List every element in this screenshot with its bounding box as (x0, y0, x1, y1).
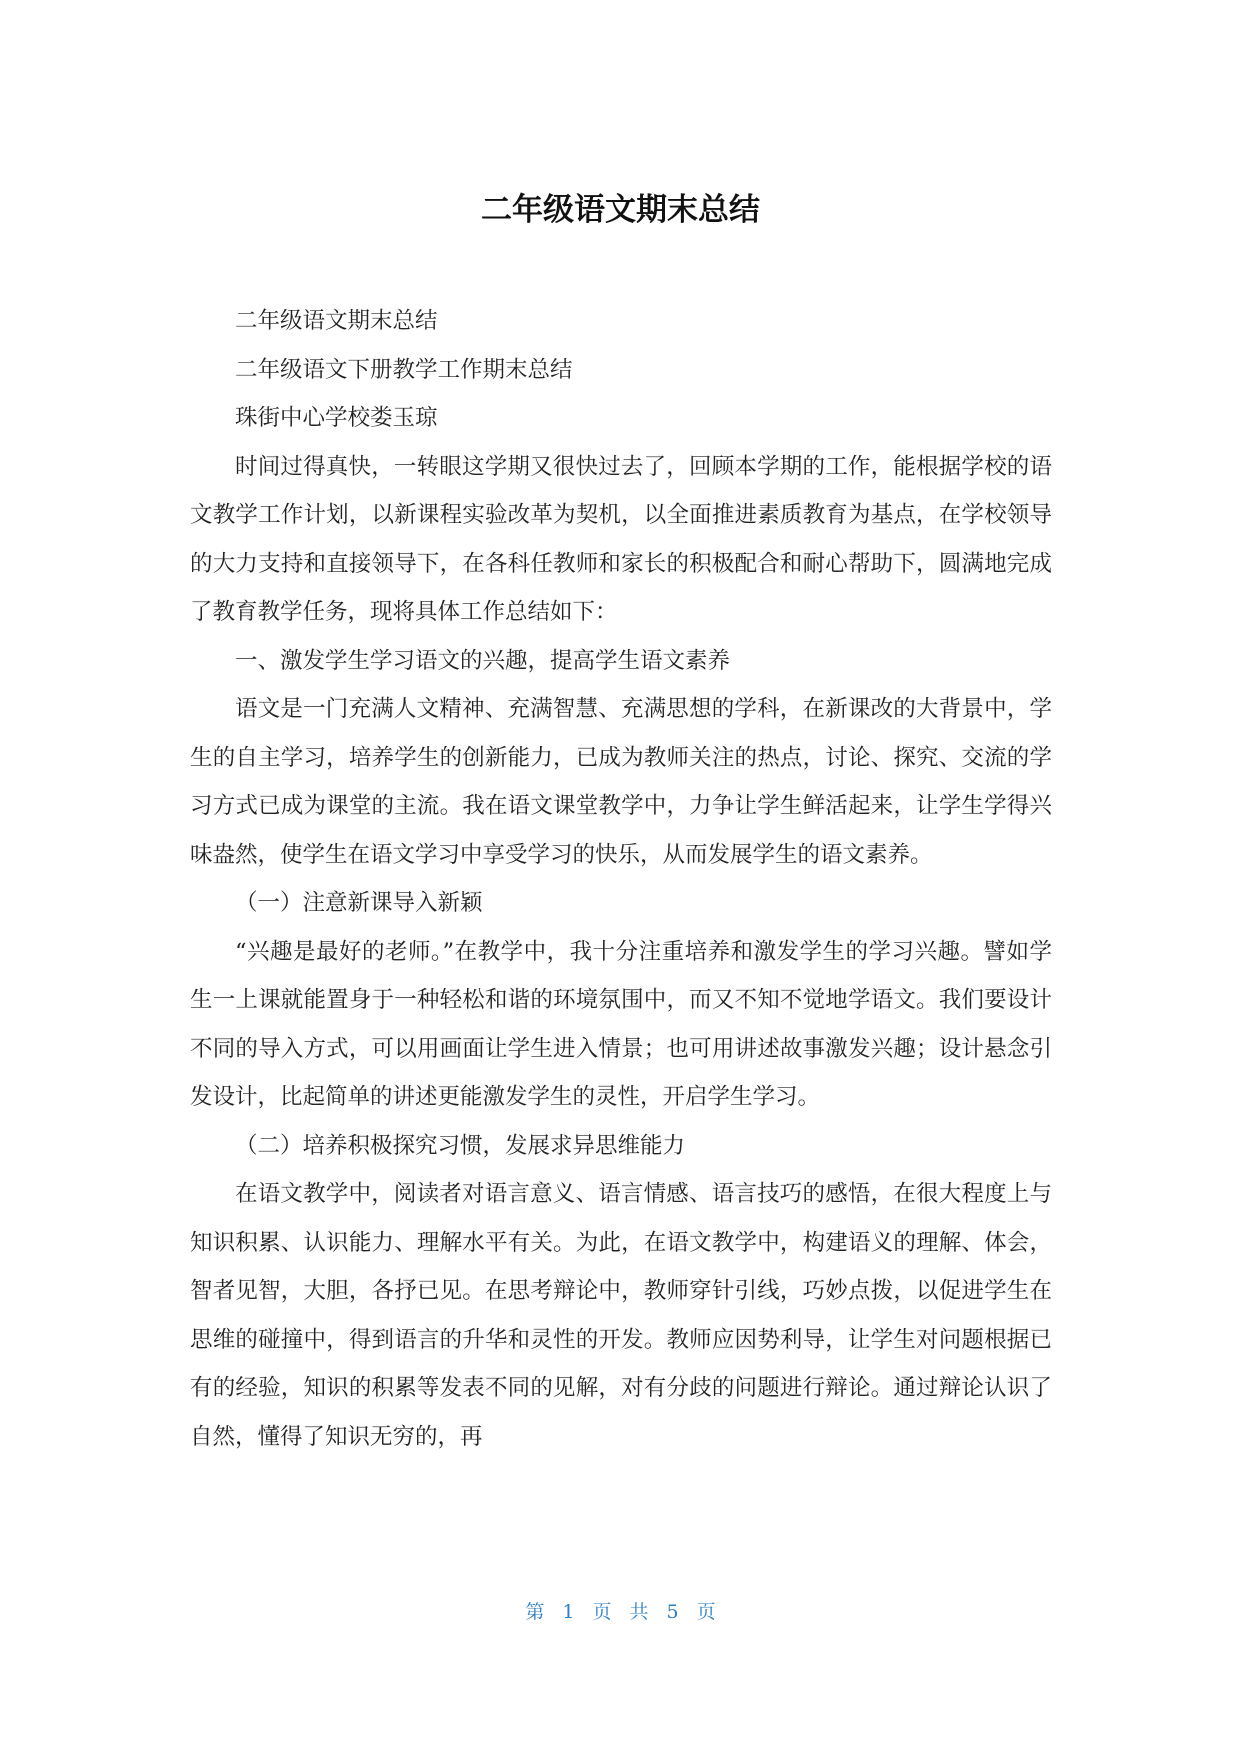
footer-pages-word: 页 (696, 1601, 716, 1623)
paragraph: “兴趣是最好的老师。”在教学中，我十分注重培养和激发学生的学习兴趣。譬如学生一上课就能置身于一种轻松和谐的环境氛围中，而又不知不觉地学语文。我们要设计不同的导入方式，可以用画面让学生进入情景；也可用讲述故事激发兴趣；设计悬念引发设计，比起简单的讲述更能激发学生的灵性，开启学生学习。 (190, 938, 1052, 1110)
page-footer (0, 1598, 1241, 1626)
document-body (190, 297, 1052, 1461)
subsection-heading: （二）培养积极探究习惯，发展求异思维能力 (235, 1132, 686, 1159)
footer-current-page: 1 (562, 1601, 575, 1623)
paragraph: 二年级语文下册教学工作期末总结 (235, 356, 573, 383)
paragraph: 语文是一门充满人文精神、充满智慧、充满思想的学科，在新课改的大背景中，学生的自主学习，培养学生的创新能力，已成为教师关注的热点，讨论、探究、交流的学习方式已成为课堂的主流。我在语文课堂教学中，力争让学生鲜活起来，让学生学得兴味盎然，使学生在语文学习中享受学习的快乐，从而发展学生的语文素养。 (190, 696, 1052, 868)
footer-page-of: 页 (592, 1601, 612, 1623)
subsection-heading: （一）注意新课导入新颖 (235, 890, 483, 916)
document-title: 二年级语文期末总结 (481, 192, 760, 228)
paragraph: 时间过得真快，一转眼这学期又很快过去了，回顾本学期的工作，能根据学校的语文教学工作计划，以新课程实验改革为契机，以全面推进素质教育为基点，在学校领导的大力支持和直接领导下，在各科任教师和家长的积极配合和耐心帮助下，圆满地完成了教育教学任务，现将具体工作总结如下： (190, 453, 1052, 625)
paragraph: 二年级语文期末总结 (235, 308, 438, 334)
footer-total-pages: 5 (666, 1601, 679, 1623)
footer-total-word: 共 (629, 1601, 649, 1623)
paragraph: 在语文教学中，阅读者对语言意义、语言情感、语言技巧的感悟，在很大程度上与知识积累、认识能力、理解水平有关。为此，在语文教学中，构建语义的理解、体会，智者见智，大胆，各抒已见。在思考辩论中，教师穿针引线，巧妙点拨，以促进学生在思维的碰撞中，得到语言的升华和灵性的开发。教师应因势利导，让学生对问题根据已有的经验，知识的积累等发表不同的见解，对有分歧的问题进行辩论。通过辩论认识了自然，懂得了知识无穷的，再 (190, 1181, 1052, 1450)
section-heading: 一、激发学生学习语文的兴趣，提高学生语文素养 (235, 647, 731, 674)
paragraph: 珠街中心学校娄玉琼 (235, 405, 438, 431)
footer-page-word: 第 (525, 1601, 545, 1623)
